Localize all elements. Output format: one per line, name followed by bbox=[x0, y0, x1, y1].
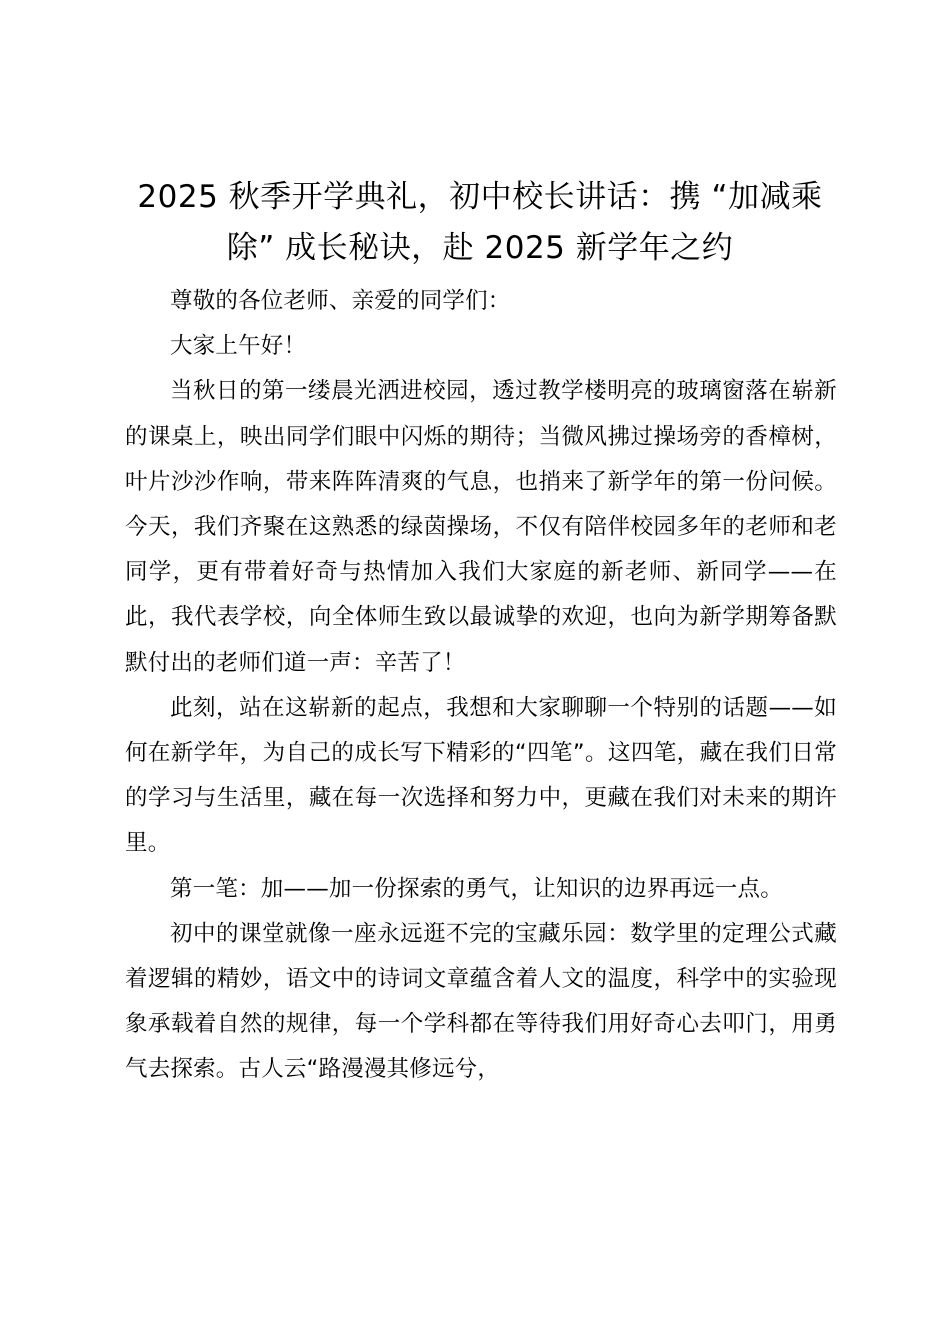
document-title: 2025 秋季开学典礼，初中校长讲话：携 “加减乘除” 成长秘诀，赴 2025 新学年之约 bbox=[137, 179, 823, 266]
body-paragraph: 当秋日的第一缕晨光洒进校园，透过教学楼明亮的玻璃窗落在崭新的课桌上，映出同学们眼中闪烁的期待；当微风拂过操场旁的香樟树，叶片沙沙作响，带来阵阵清爽的气息，也捎来了新学年的第一份问候。今天，我们齐聚在这熟悉的绿茵操场，不仅有陪伴校园多年的老师和老同学，更有带着好奇与热情加入我们大家庭的新老师、新同学——在此，我代表学校，向全体师生致以最诚挚的欢迎，也向为新学期筹备默默付出的老师们道一声：辛苦了！ bbox=[125, 378, 837, 676]
greeting: 大家上午好！ bbox=[170, 333, 307, 360]
section-heading: 第一笔：加——加一份探索的勇气，让知识的边界再远一点。 bbox=[170, 875, 783, 902]
body-paragraph: 此刻，站在这崭新的起点，我想和大家聊聊一个特别的话题——如何在新学年，为自己的成长写下精彩的“四笔”。这四笔，藏在我们日常的学习与生活里，藏在每一次选择和努力中，更藏在我们对未来的期许里。 bbox=[125, 694, 837, 857]
document-body bbox=[125, 279, 837, 1093]
salutation: 尊敬的各位老师、亲爱的同学们： bbox=[170, 288, 511, 314]
body-paragraph: 初中的课堂就像一座永远逛不完的宝藏乐园：数学里的定理公式藏着逻辑的精妙，语文中的诗词文章蕴含着人文的温度，科学中的实验现象承载着自然的规律，每一个学科都在等待我们用好奇心去叩门，用勇气去探索。古人云“路漫漫其修远兮， bbox=[125, 920, 837, 1083]
